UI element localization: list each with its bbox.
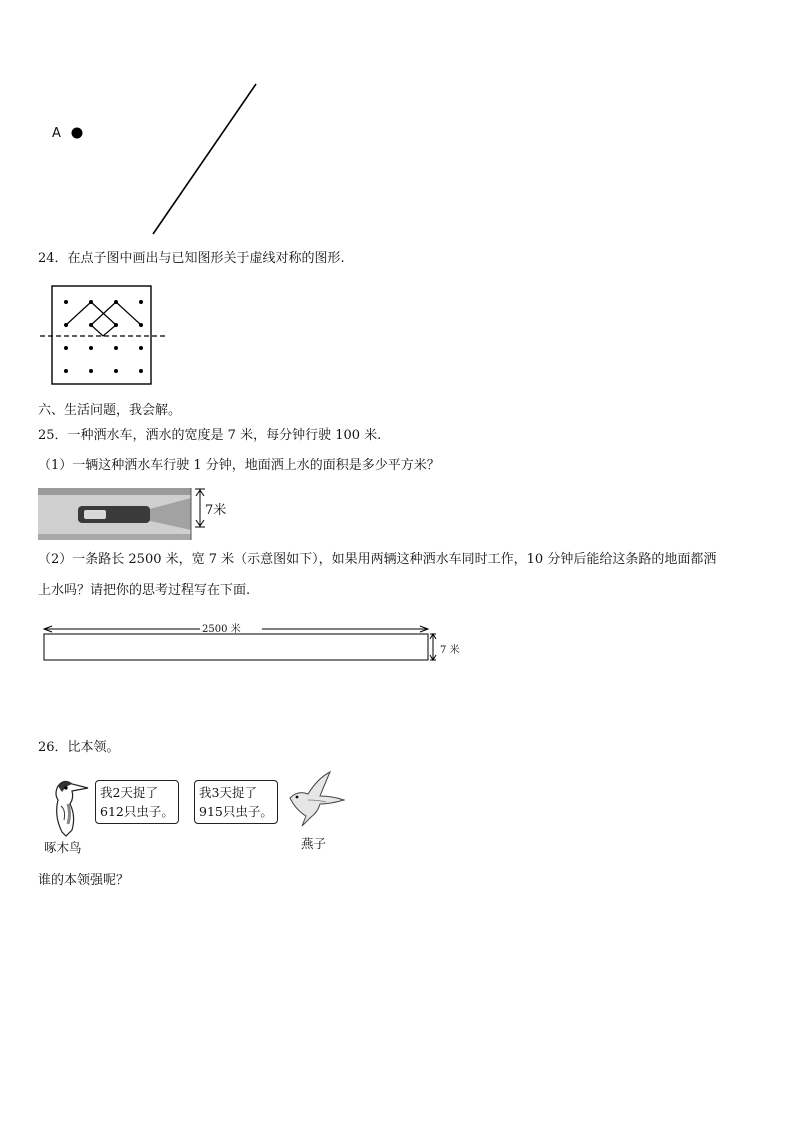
swallow-picture <box>284 770 348 830</box>
fig1-width-label: 7米 <box>205 503 227 518</box>
swallow-name: 燕子 <box>301 836 327 851</box>
swallow-bubble-line2: 915只虫子。 <box>199 804 273 819</box>
given-shape <box>66 302 141 336</box>
section6-title: 六、生活问题，我会解。 <box>38 403 182 418</box>
slanted-line <box>153 84 256 234</box>
point-a-dot <box>72 128 83 139</box>
swallow-bubble-line1: 我3天捉了 <box>199 785 257 800</box>
q25-part2-line1: （2）一条路长 2500 米，宽 7 米（示意图如下），如果用两辆这种洒水车同时工作，10 分钟后能给这条路的地面都洒 <box>38 552 717 567</box>
road-width-label: 7 米 <box>440 645 460 656</box>
q25-stem: 25．一种洒水车，洒水的宽度是 7 米，每分钟行驶 100 米. <box>38 428 382 443</box>
q26-question: 谁的本领强呢？ <box>38 873 130 888</box>
dot-grid-figure <box>36 282 196 392</box>
point-a-label: A <box>52 126 61 141</box>
road-rectangle <box>44 634 428 660</box>
woodpecker-name: 啄木鸟 <box>44 840 82 855</box>
q26-title: 26．比本领。 <box>38 740 120 755</box>
q25-part2-line2: 上水吗？请把你的思考过程写在下面. <box>38 583 251 598</box>
road-length-label: 2500 米 <box>202 624 241 635</box>
woodpecker-speech-bubble <box>95 780 179 824</box>
q25-part1: （1）一辆这种洒水车行驶 1 分钟，地面洒上水的面积是多少平方米？ <box>38 458 440 473</box>
swallow-speech-bubble <box>194 780 278 824</box>
q24-text: 24．在点子图中画出与已知图形关于虚线对称的图形. <box>38 251 345 266</box>
woodpecker-picture <box>44 776 90 838</box>
line-and-point-figure <box>0 0 794 240</box>
woodpecker-bubble-line1: 我2天捉了 <box>100 785 158 800</box>
woodpecker-bubble-line2: 612只虫子。 <box>100 804 174 819</box>
